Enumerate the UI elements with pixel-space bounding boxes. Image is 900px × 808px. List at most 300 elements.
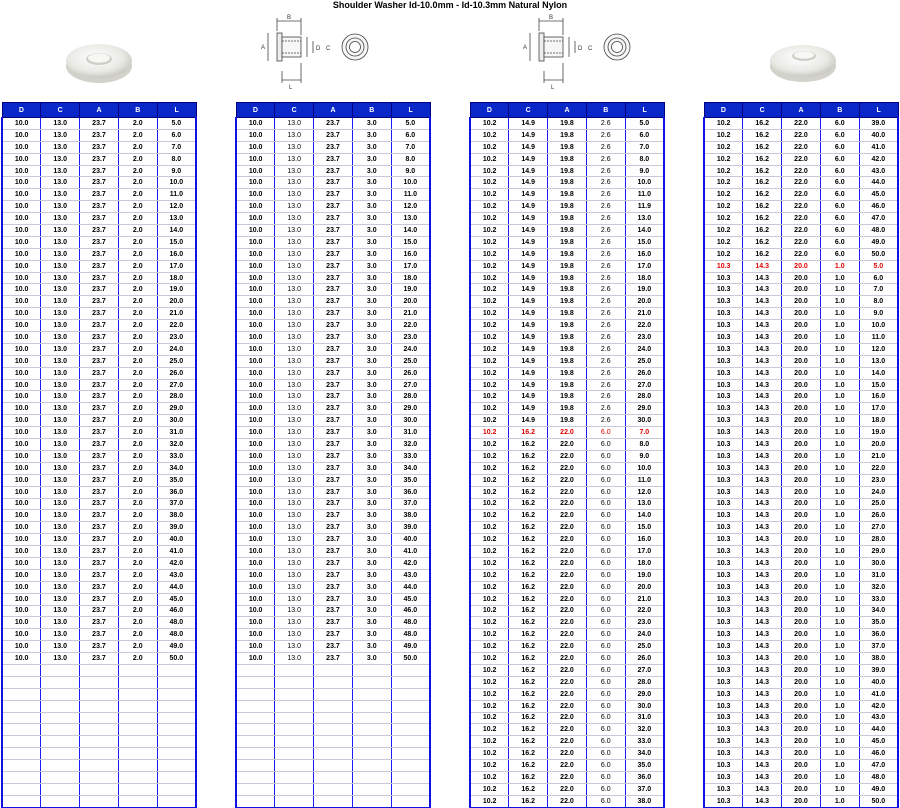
table-row <box>704 391 898 403</box>
cell-b <box>118 795 157 807</box>
cell-c: 14.3 <box>743 593 782 605</box>
table-row <box>704 450 898 462</box>
cell-l: 41.0 <box>859 141 898 153</box>
column-header-b: B <box>586 103 625 118</box>
cell-d: 10.3 <box>704 748 743 760</box>
cell-a: 23.7 <box>80 462 119 474</box>
cell-l <box>391 664 430 676</box>
cell-b: 2.0 <box>118 367 157 379</box>
cell-c <box>275 676 314 688</box>
cell-c <box>41 664 80 676</box>
cell-a: 19.8 <box>548 236 587 248</box>
cell-d: 10.0 <box>2 427 41 439</box>
cell-a: 20.0 <box>782 795 821 807</box>
cell-l: 26.0 <box>625 653 664 665</box>
cell-a: 22.0 <box>548 557 587 569</box>
cell-l: 19.0 <box>625 569 664 581</box>
table-row <box>236 700 430 712</box>
cell-l: 26.0 <box>157 367 196 379</box>
cell-d: 10.0 <box>2 534 41 546</box>
cell-l: 8.0 <box>859 296 898 308</box>
cell-d: 10.3 <box>704 700 743 712</box>
cell-b: 1.0 <box>820 617 859 629</box>
cell-c: 16.2 <box>743 118 782 130</box>
cell-l: 25.0 <box>625 355 664 367</box>
cell-c: 16.2 <box>743 248 782 260</box>
cell-l: 8.0 <box>157 153 196 165</box>
cell-c: 16.2 <box>509 581 548 593</box>
table-row <box>2 177 196 189</box>
cell-d: 10.2 <box>704 141 743 153</box>
cell-l: 5.0 <box>391 118 430 130</box>
cell-d: 10.2 <box>470 474 509 486</box>
cell-a: 19.8 <box>548 284 587 296</box>
cell-c: 16.2 <box>509 593 548 605</box>
cell-a: 23.7 <box>314 486 353 498</box>
cell-b <box>352 736 391 748</box>
cell-b: 3.0 <box>352 272 391 284</box>
cell-d: 10.3 <box>704 510 743 522</box>
drawing-label-l: L <box>289 85 293 91</box>
cell-l: 50.0 <box>391 653 430 665</box>
cell-b: 3.0 <box>352 462 391 474</box>
cell-b <box>118 676 157 688</box>
cell-c: 13.0 <box>275 427 314 439</box>
cell-a: 23.7 <box>80 189 119 201</box>
cell-l: 44.0 <box>391 581 430 593</box>
table-header-row <box>236 103 430 118</box>
cell-l <box>157 688 196 700</box>
cell-b <box>352 783 391 795</box>
cell-d: 10.2 <box>470 391 509 403</box>
cell-d: 10.2 <box>470 676 509 688</box>
cell-c <box>275 748 314 760</box>
cell-l <box>157 724 196 736</box>
cell-l <box>391 724 430 736</box>
cell-a: 19.8 <box>548 355 587 367</box>
table-row <box>236 201 430 213</box>
cell-a: 20.0 <box>782 355 821 367</box>
cell-l: 12.0 <box>625 486 664 498</box>
table-row <box>2 332 196 344</box>
cell-a: 22.0 <box>782 213 821 225</box>
cell-d: 10.0 <box>2 213 41 225</box>
cell-d: 10.3 <box>704 439 743 451</box>
cell-c: 13.0 <box>41 415 80 427</box>
cell-c: 14.3 <box>743 748 782 760</box>
cell-a: 20.0 <box>782 771 821 783</box>
cell-d: 10.0 <box>2 153 41 165</box>
cell-d: 10.2 <box>704 189 743 201</box>
table-row <box>236 153 430 165</box>
cell-a: 20.0 <box>782 664 821 676</box>
cell-a: 19.8 <box>548 213 587 225</box>
cell-c: 13.0 <box>275 486 314 498</box>
cell-d: 10.0 <box>236 260 275 272</box>
cell-b: 1.0 <box>820 557 859 569</box>
table-row <box>2 462 196 474</box>
table-row <box>236 664 430 676</box>
cell-c: 14.3 <box>743 320 782 332</box>
cell-d: 10.2 <box>470 712 509 724</box>
cell-c: 14.3 <box>743 296 782 308</box>
cell-b <box>118 760 157 772</box>
cell-d: 10.0 <box>236 569 275 581</box>
cell-a: 20.0 <box>782 557 821 569</box>
cell-c: 14.3 <box>743 522 782 534</box>
cell-d: 10.0 <box>236 236 275 248</box>
cell-a: 19.8 <box>548 415 587 427</box>
cell-l: 38.0 <box>391 510 430 522</box>
table-row <box>704 474 898 486</box>
cell-a: 23.7 <box>80 332 119 344</box>
cell-c <box>41 688 80 700</box>
cell-a: 20.0 <box>782 367 821 379</box>
cell-a: 22.0 <box>782 141 821 153</box>
cell-b: 1.0 <box>820 534 859 546</box>
column-header-d: D <box>236 103 275 118</box>
cell-l: 23.0 <box>625 332 664 344</box>
cell-b <box>352 748 391 760</box>
cell-l: 34.0 <box>391 462 430 474</box>
cell-d <box>236 795 275 807</box>
cell-l: 21.0 <box>157 308 196 320</box>
cell-d: 10.3 <box>704 724 743 736</box>
table-row <box>704 225 898 237</box>
table-row <box>704 569 898 581</box>
cell-c: 13.0 <box>275 272 314 284</box>
cell-b: 1.0 <box>820 569 859 581</box>
cell-a: 20.0 <box>782 581 821 593</box>
cell-a: 23.7 <box>80 439 119 451</box>
cell-d: 10.0 <box>236 629 275 641</box>
table-row <box>470 617 664 629</box>
cell-b: 2.6 <box>586 260 625 272</box>
cell-d <box>236 664 275 676</box>
cell-a: 20.0 <box>782 462 821 474</box>
cell-b <box>118 700 157 712</box>
table-row <box>704 427 898 439</box>
cell-c: 13.0 <box>275 343 314 355</box>
cell-a <box>80 724 119 736</box>
cell-d: 10.0 <box>236 581 275 593</box>
table-row <box>2 165 196 177</box>
cell-c: 13.0 <box>275 165 314 177</box>
table-row <box>470 581 664 593</box>
table-row <box>704 510 898 522</box>
cell-b: 2.0 <box>118 486 157 498</box>
cell-b: 2.0 <box>118 617 157 629</box>
cell-l <box>391 795 430 807</box>
cell-b: 2.0 <box>118 177 157 189</box>
cell-a: 22.0 <box>548 653 587 665</box>
cell-b: 1.0 <box>820 771 859 783</box>
cell-l: 22.0 <box>391 320 430 332</box>
cell-d: 10.0 <box>236 177 275 189</box>
cell-c: 13.0 <box>41 593 80 605</box>
cell-d: 10.3 <box>704 450 743 462</box>
cell-d: 10.3 <box>704 605 743 617</box>
cell-b: 1.0 <box>820 760 859 772</box>
cell-c: 13.0 <box>41 332 80 344</box>
cell-a: 23.7 <box>80 213 119 225</box>
cell-c: 16.2 <box>509 653 548 665</box>
table-row <box>236 724 430 736</box>
cell-l: 7.0 <box>625 427 664 439</box>
cell-b: 2.6 <box>586 415 625 427</box>
cell-c: 14.3 <box>743 415 782 427</box>
cell-c: 16.2 <box>509 783 548 795</box>
cell-l: 12.0 <box>391 201 430 213</box>
cell-c: 13.0 <box>275 403 314 415</box>
cell-c: 14.3 <box>743 534 782 546</box>
cell-b: 6.0 <box>586 427 625 439</box>
cell-l: 48.0 <box>391 617 430 629</box>
cell-a: 20.0 <box>782 783 821 795</box>
cell-l: 9.0 <box>391 165 430 177</box>
cell-l: 7.0 <box>157 141 196 153</box>
cell-a: 23.7 <box>80 546 119 558</box>
cell-c: 13.0 <box>275 153 314 165</box>
table-row <box>470 534 664 546</box>
column-header-b: B <box>352 103 391 118</box>
table-row <box>2 522 196 534</box>
cell-a <box>314 783 353 795</box>
cell-c: 13.0 <box>41 355 80 367</box>
cell-d: 10.2 <box>470 320 509 332</box>
cell-d: 10.0 <box>236 617 275 629</box>
table-row <box>236 236 430 248</box>
cell-l: 37.0 <box>391 498 430 510</box>
cell-b: 2.0 <box>118 141 157 153</box>
cell-d: 10.3 <box>704 296 743 308</box>
cell-a: 23.7 <box>314 355 353 367</box>
table-row <box>470 629 664 641</box>
cell-a: 19.8 <box>548 343 587 355</box>
table-row <box>236 450 430 462</box>
cell-d: 10.0 <box>236 141 275 153</box>
table-row <box>470 403 664 415</box>
cell-a: 23.7 <box>314 403 353 415</box>
cell-a: 22.0 <box>548 783 587 795</box>
cell-l <box>391 736 430 748</box>
cell-d: 10.0 <box>236 355 275 367</box>
cell-l: 36.0 <box>625 771 664 783</box>
cell-a: 23.7 <box>314 332 353 344</box>
cell-a: 23.7 <box>80 248 119 260</box>
cell-a: 20.0 <box>782 546 821 558</box>
cell-a: 19.8 <box>548 248 587 260</box>
table-row <box>470 676 664 688</box>
cell-b: 2.0 <box>118 260 157 272</box>
cell-c: 13.0 <box>275 308 314 320</box>
cell-d: 10.2 <box>704 248 743 260</box>
cell-c: 13.0 <box>275 415 314 427</box>
cell-l <box>391 688 430 700</box>
cell-d: 10.0 <box>2 415 41 427</box>
cell-d: 10.2 <box>470 201 509 213</box>
cell-b: 1.0 <box>820 427 859 439</box>
cell-l: 14.0 <box>391 225 430 237</box>
cell-d: 10.2 <box>470 462 509 474</box>
table-row <box>2 712 196 724</box>
table-row <box>236 427 430 439</box>
table-row <box>2 736 196 748</box>
cell-l: 24.0 <box>157 343 196 355</box>
cell-l: 46.0 <box>391 605 430 617</box>
cell-a: 20.0 <box>782 474 821 486</box>
cell-d: 10.2 <box>704 236 743 248</box>
cell-d: 10.2 <box>470 546 509 558</box>
cell-a: 19.8 <box>548 379 587 391</box>
cell-d: 10.0 <box>236 153 275 165</box>
cell-l: 48.0 <box>157 617 196 629</box>
cell-l <box>157 700 196 712</box>
cell-d: 10.2 <box>470 129 509 141</box>
table-row <box>470 272 664 284</box>
cell-a: 23.7 <box>80 296 119 308</box>
cell-d: 10.0 <box>236 415 275 427</box>
table-row <box>704 403 898 415</box>
cell-l: 24.0 <box>391 343 430 355</box>
cell-a: 23.7 <box>314 308 353 320</box>
cell-b: 6.0 <box>820 118 859 130</box>
table-row <box>236 712 430 724</box>
cell-d: 10.2 <box>470 118 509 130</box>
cell-b: 6.0 <box>820 225 859 237</box>
cell-c: 13.0 <box>275 260 314 272</box>
cell-l: 30.0 <box>157 415 196 427</box>
cell-a: 20.0 <box>782 486 821 498</box>
cell-a: 22.0 <box>548 700 587 712</box>
cell-b <box>118 736 157 748</box>
cell-l: 16.0 <box>859 391 898 403</box>
cell-a: 22.0 <box>548 712 587 724</box>
cell-b: 2.0 <box>118 403 157 415</box>
cell-l: 32.0 <box>625 724 664 736</box>
cell-a: 22.0 <box>548 617 587 629</box>
cell-c: 14.3 <box>743 355 782 367</box>
cell-c: 14.9 <box>509 165 548 177</box>
cell-a: 19.8 <box>548 129 587 141</box>
cell-a: 23.7 <box>314 153 353 165</box>
cell-a: 20.0 <box>782 712 821 724</box>
table-row <box>704 201 898 213</box>
cell-d: 10.3 <box>704 320 743 332</box>
table-row <box>2 415 196 427</box>
cell-b: 6.0 <box>586 688 625 700</box>
cell-b: 3.0 <box>352 629 391 641</box>
cell-d: 10.0 <box>2 569 41 581</box>
cell-a: 23.7 <box>314 165 353 177</box>
cell-b: 3.0 <box>352 450 391 462</box>
cell-l: 49.0 <box>859 783 898 795</box>
cell-b: 2.0 <box>118 355 157 367</box>
cell-a: 22.0 <box>548 736 587 748</box>
cell-l: 18.0 <box>157 272 196 284</box>
cell-l: 24.0 <box>859 486 898 498</box>
drawing-label-l: L <box>551 85 555 91</box>
cell-l: 43.0 <box>859 712 898 724</box>
cell-l <box>157 795 196 807</box>
cell-l: 29.0 <box>625 403 664 415</box>
cell-d: 10.2 <box>704 225 743 237</box>
cell-a: 23.7 <box>80 118 119 130</box>
cell-a: 22.0 <box>782 201 821 213</box>
cell-a: 22.0 <box>548 593 587 605</box>
cell-l: 11.0 <box>625 474 664 486</box>
cell-l: 16.0 <box>625 248 664 260</box>
cell-c: 14.3 <box>743 617 782 629</box>
cell-b: 6.0 <box>586 498 625 510</box>
cell-c: 13.0 <box>275 522 314 534</box>
cell-l: 21.0 <box>391 308 430 320</box>
cell-d: 10.0 <box>2 248 41 260</box>
cell-l: 12.0 <box>157 201 196 213</box>
cell-b: 3.0 <box>352 201 391 213</box>
table-row <box>236 688 430 700</box>
cell-c: 16.2 <box>509 771 548 783</box>
table-row <box>470 498 664 510</box>
cell-b: 3.0 <box>352 379 391 391</box>
cell-d: 10.0 <box>236 462 275 474</box>
cell-c: 16.2 <box>509 795 548 807</box>
cell-b: 2.0 <box>118 522 157 534</box>
cell-d <box>236 783 275 795</box>
cell-l: 46.0 <box>859 201 898 213</box>
cell-b: 6.0 <box>586 581 625 593</box>
cell-d: 10.2 <box>470 284 509 296</box>
cell-a <box>80 795 119 807</box>
cell-a: 23.7 <box>80 605 119 617</box>
table-row <box>704 664 898 676</box>
cell-b: 1.0 <box>820 629 859 641</box>
cell-a <box>314 712 353 724</box>
cell-b: 2.0 <box>118 272 157 284</box>
cell-a: 23.7 <box>80 343 119 355</box>
cell-d: 10.2 <box>470 177 509 189</box>
cell-d: 10.2 <box>470 724 509 736</box>
cell-l: 25.0 <box>625 641 664 653</box>
cell-b: 6.0 <box>820 189 859 201</box>
cell-b: 2.0 <box>118 201 157 213</box>
cell-b: 6.0 <box>586 700 625 712</box>
table-row <box>704 795 898 807</box>
cell-l: 23.0 <box>625 617 664 629</box>
cell-d: 10.0 <box>236 189 275 201</box>
cell-d: 10.0 <box>2 296 41 308</box>
cell-a: 20.0 <box>782 260 821 272</box>
cell-d: 10.0 <box>2 343 41 355</box>
cell-c: 13.0 <box>41 498 80 510</box>
cell-l: 30.0 <box>391 415 430 427</box>
drawing-label-c: C <box>326 46 331 52</box>
cell-b: 2.6 <box>586 272 625 284</box>
cell-a: 22.0 <box>548 771 587 783</box>
table-row <box>704 189 898 201</box>
cell-a: 23.7 <box>80 653 119 665</box>
cell-a: 22.0 <box>548 748 587 760</box>
cell-c: 13.0 <box>41 248 80 260</box>
table-row <box>704 783 898 795</box>
table-row <box>704 534 898 546</box>
cell-l: 46.0 <box>859 748 898 760</box>
cell-c: 13.0 <box>275 320 314 332</box>
cell-a: 19.8 <box>548 320 587 332</box>
cell-b: 2.0 <box>118 498 157 510</box>
cell-c: 13.0 <box>41 308 80 320</box>
cell-b: 2.6 <box>586 379 625 391</box>
